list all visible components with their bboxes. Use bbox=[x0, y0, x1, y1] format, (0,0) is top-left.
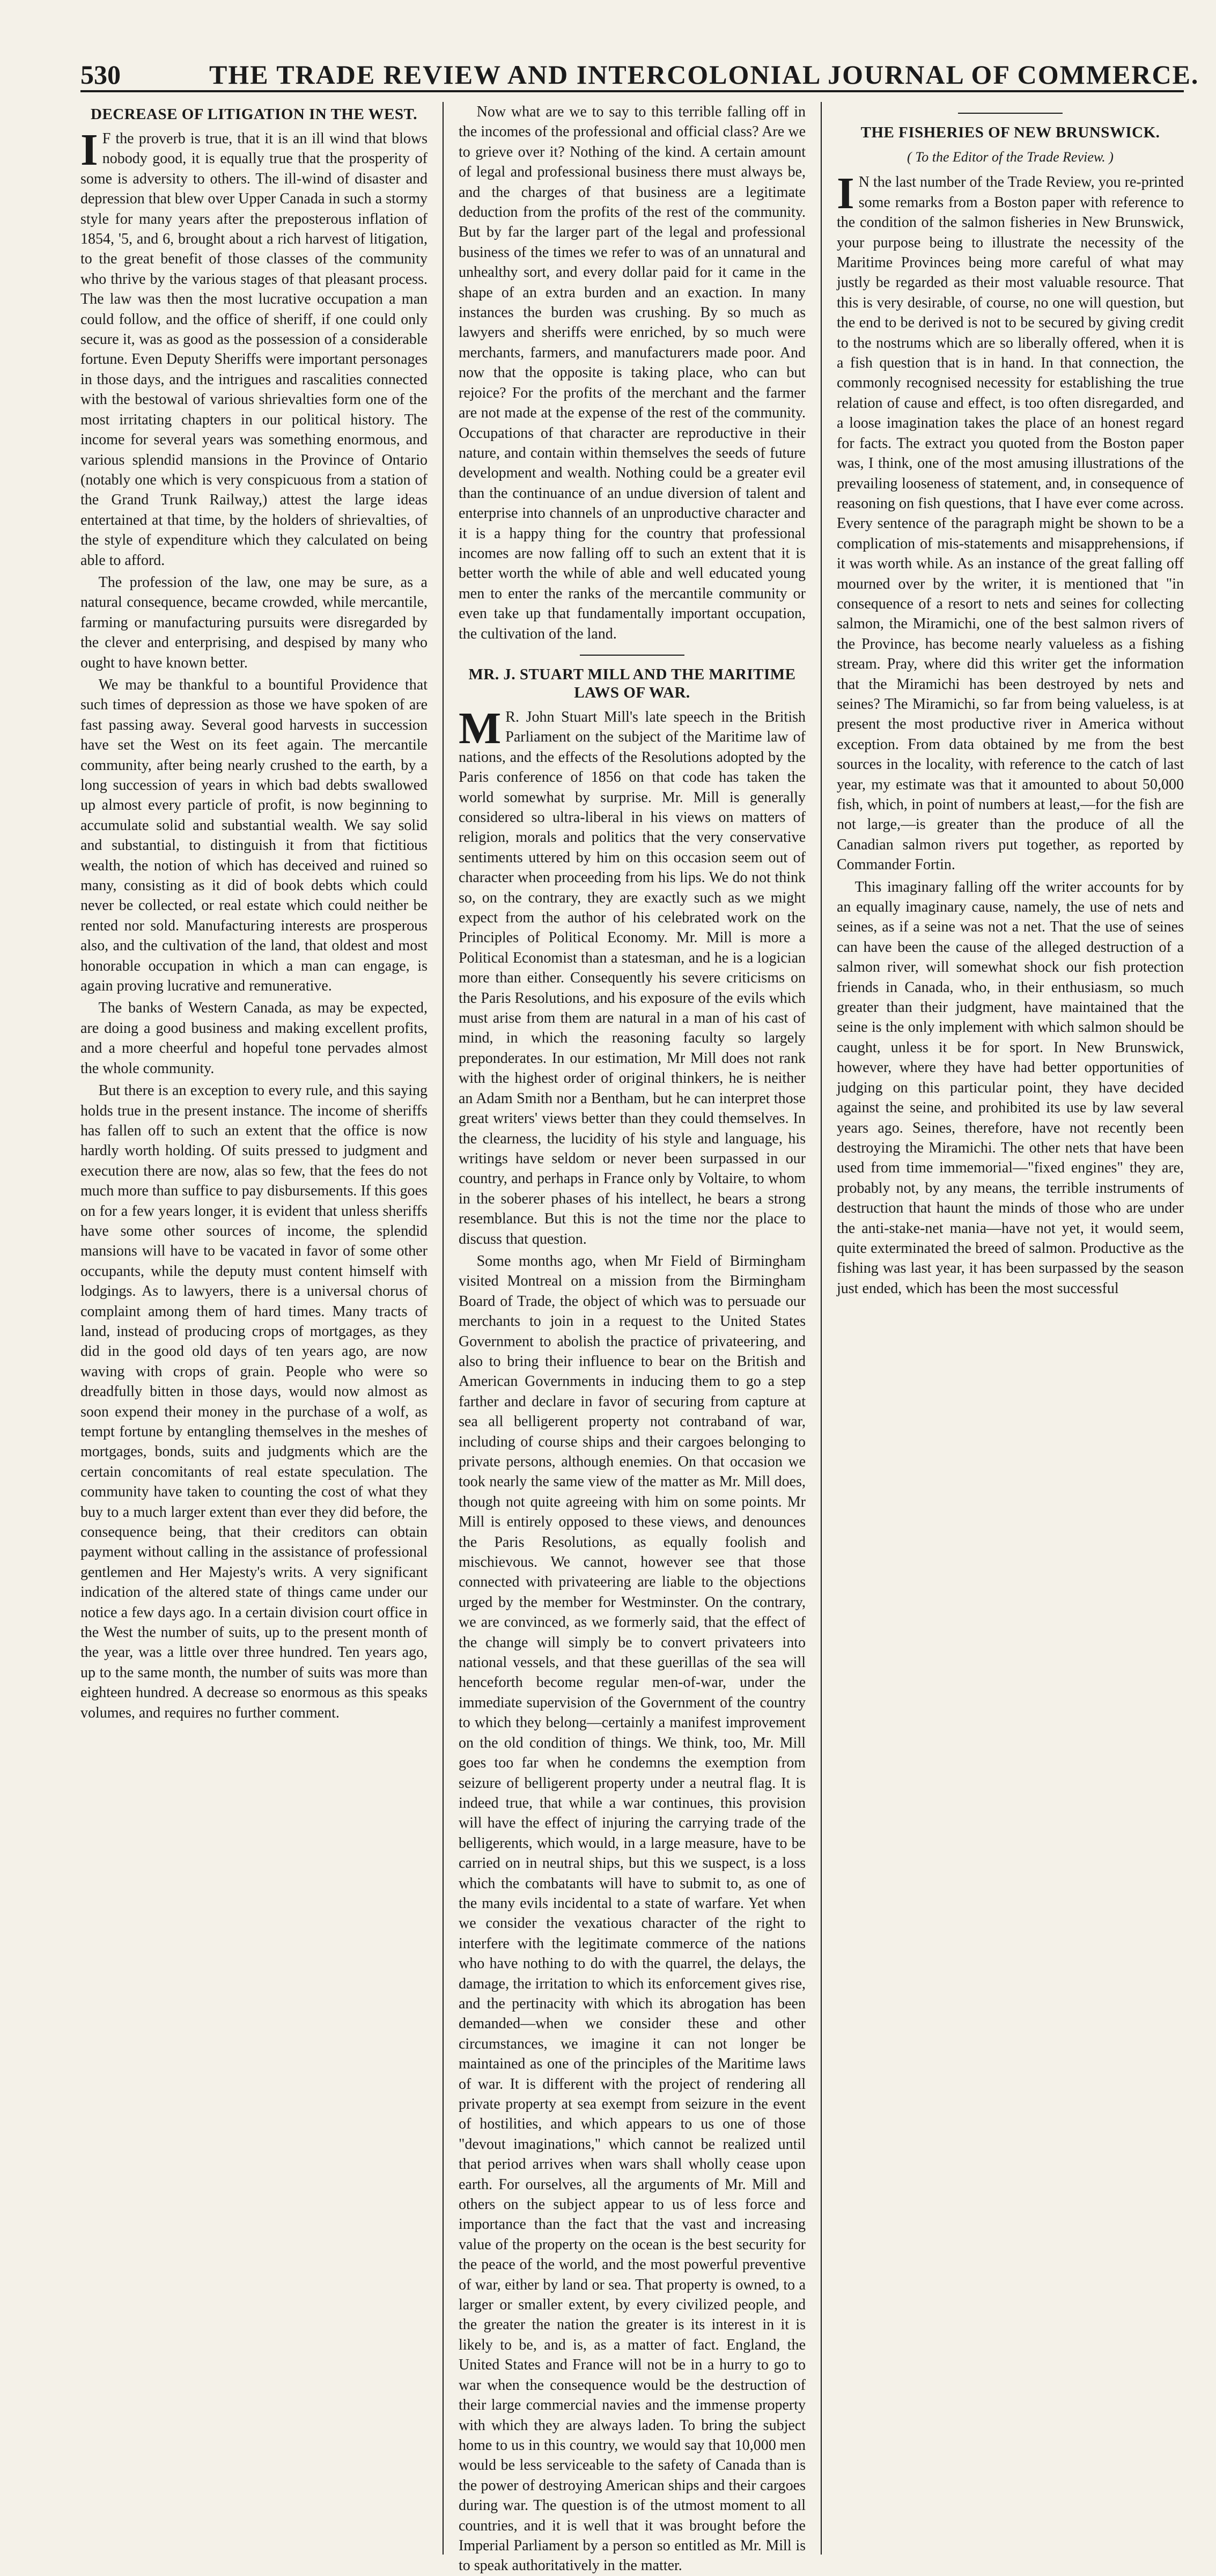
article-paragraph: M R. John Stuart Mill's late speech in the British Parliament on the subject of the Maritime law of nations, and the effects of the Resolutions adopted by the Paris conference of 1856 on that code has taken the world somewhat by surprise. Mr. Mill is generally considered so ultra-liberal in his views on matters of religion, morals and politics that the very conservative sentiments uttered by him on this occasion seem out of character when proceeding from his lips. We do not think so, on the contrary, they are exactly such as we might expect from the author of his celebrated work on the Principles of Political Economy. Mr. Mill is more a Political Economist than a statesman, and he is a logician more than either. Consequently his severe criticisms on the Paris Resolutions, and his exposure of the evils which must arise from them are natural in a man of his cast of mind, in which the reasoning faculty so largely preponderates. In our estimation, Mr Mill does not rank with the highest order of original thinkers, he is neither an Adam Smith nor a Bentham, but he can interpret those great writers' views better than they could themselves. In the clearness, the lucidity of his style and language, his writings have seldom or never been surpassed in our country, and perhaps in France only by Voltaire, to whom in the soberer phases of his intellect, he bears a strong resemblance. But this is not the time nor the place to discuss that question. bbox=[459, 703, 806, 1247]
article-paragraph: I F the proverb is true, that it is an ill wind that blows nobody good, it is equally true that the prosperity of some is adversity to others. The ill-wind of disaster and depression that blew over Upper Canada in such a stormy style for many years after the preposterous inflation of 1854, '5, and 6, brought about a rich harvest of litigation, to the great benefit of those classes of the community who thrive by the various stages of that pleasant process. The law was then the most lucrative occupation a man could follow, and the office of sheriff, if one could only secure it, was as good as the possession of a considerable fortune. Even Deputy Sheriffs were important personages in those days, and the intrigues and rascalities connected with the bestowal of various shrievalties form one of the most irritating chapters in our political history. The income for several years was something enormous, and various splendid mansions in the Province of Ontario (notably one which is very conspicuous from a station of the Grand Trunk Railway,) attest the large ideas entertained at that time, by the holders of shrievalties, of the style of expenditure which they calculated on being able to afford. bbox=[80, 125, 428, 569]
article-paragraph: Some months ago, when Mr Field of Birmingham visited Montreal on a mission from the Birmingham Board of Trade, the object of which was to persuade our merchants to join in a request to the United States Government to abolish the practice of privateering, and also to bring their influence to bear on the British and American Governments in inducing them to go a step farther and declare in favor of securing from capture at sea all belligerent property not contraband of war, including of course ships and their cargoes belonging to private persons, although enemies. On that occasion we took nearly the same view of the matter as Mr. Mill does, though not quite agreeing with him on some points. Mr Mill is entirely opposed to these views, and denounces the Paris Resolutions, as equally foolish and mischievous. We cannot, however see that those connected with privateering are liable to the objections urged by the member for Westminster. On the contrary, we are convinced, as we formerly said, that the effect of the change will simply be to convert privateers into national vessels, and that these guerillas of the sea will henceforth become regular men-of-war, under the immediate supervision of the Government of the country to which they belong—certainly a manifest improvement on the old condition of things. We think, too, Mr. Mill goes too far when he condemns the exemption from seizure of belligerent property under a neutral flag. It is indeed true, that while a war continues, this provision will have the effect of injuring the carrying trade of the belligerents, which would, in a large measure, have to be carried on in neutral ships, but this we suspect, is a loss which the combatants will have to submit to, as one of the many evils incidental to a state of warfare. Yet when we consider the vexatious character of the right to interfere with the legitimate commerce of the nations who have nothing to do with the quarrel, the delays, the damage, the irritation to which its enforcement gives rise, and the pertinacity with which its abrogation has been demanded—when we consider these and other circumstances, we imagine it can not longer be maintained as one of the principles of the Maritime laws of war. It is different with the project of rendering all private property at sea exempt from seizure in the event of hostilities, and which appears to us one of those "devout imaginations," which cannot be realized until that period arrives when wars shall wholly cease upon earth. For ourselves, all the arguments of Mr. Mill and others on the subject appear to us of less force and importance than the fact that the vast and increasing value of the property on the ocean is the best security for the peace of the world, and the most powerful preventive of war, either by land or sea. That property is owned, to a larger or smaller extent, by every civilized people, and the greater the nation the greater is its interest in it is likely to be, and is, as a matter of fact. England, the United States and France will not be in a hurry to go to war when the consequence would be the destruction of their large commercial navies and the immense property with which they are always laden. To bring the subject home to us in this country, we would say that 10,000 men would be less serviceable to the safety of Canada than is the power of destroying American ships and their cargoes during war. The question is of the utmost moment to all countries, and it is well that it was brought before the Imperial Parliament by a person so entitled as Mr. Mill is to speak authoritatively in the matter. bbox=[459, 1252, 806, 2574]
article-separator bbox=[958, 113, 1062, 114]
article-paragraph: The banks of Western Canada, as may be expected, are doing a good business and making excellent profits, and a more cheerful and hopeful tone pervades almost the whole community. bbox=[80, 1000, 428, 1077]
drop-cap: I bbox=[80, 125, 98, 175]
article-heading: MR. J. STUART MILL AND THE MARITIME LAWS OF WAR. bbox=[468, 665, 796, 701]
article-separator bbox=[580, 655, 684, 656]
article-columns bbox=[80, 102, 1184, 2574]
column-1 bbox=[80, 102, 443, 2555]
article-paragraph: This imaginary falling off the writer accounts for by an equally imaginary cause, namely, the use of nets and seines, as if a seine was not a net. That the use of seines can have been the cause of the alleged destruction of a salmon river, will somewhat shock our fish protection friends in Canada, who, in their enthusiasm, so much greater than their judgment, have maintained that the seine is the only implement with which salmon should be caught, unless it be for sport. In New Brunswick, however, where they have had better opportunities of judging on this particular point, they have decided against the seine, and prohibited its use by law several years ago. Seines, therefore, have not recently been destroying the Miramichi. The other nets that have been used from time immemorial—"fixed engines" they are, probably not, by any means, the terrible instruments of destruction that haunt the minds of those who are under the anti-stake-net mania—have not yet, it would seem, quite exterminated the breed of salmon. Productive as the fishing was last year, it has been surpassed by the season just ended, which has been the most successful bbox=[837, 878, 1184, 1297]
page-header bbox=[80, 59, 1199, 92]
column-3 bbox=[822, 102, 1184, 2555]
article-paragraph: We may be thankful to a bountiful Providence that such times of depression as those we have spoken of are fast passing away. Several good harvests in succession have set the West on its feet again. The mercantile community, after being nearly crushed to the earth, by a long succession of years in which bad debts swallowed up almost every particle of profit, is now beginning to accumulate solid and substantial wealth. We say solid and substantial, to distinguish it from that fictitious wealth, the notion of which has deceived and ruined so many, consisting as it did of book debts which could never be collected, or real estate which could neither be rented nor sold. Manufacturing interests are prosperous also, and the cultivation of the land, that oldest and most honorable occupation in which a man can engage, is again proving lucrative and remunerative. bbox=[80, 676, 428, 995]
article-heading: DECREASE OF LITIGATION IN THE WEST. bbox=[91, 106, 417, 123]
page-number: 530 bbox=[80, 60, 121, 90]
column-2 bbox=[444, 102, 821, 2574]
drop-cap: M bbox=[459, 703, 502, 753]
article-subheading: ( To the Editor of the Trade Review. ) bbox=[907, 149, 1114, 165]
journal-title: THE TRADE REVIEW AND INTERCOLONIAL JOURNAL OF COMMERCE. bbox=[209, 60, 1199, 90]
article-paragraph: But there is an exception to every rule, and this saying holds true in the present instance. The income of sheriffs has fallen off to such an extent that the office is now hardly worth holding. Of suits pressed to judgment and execution there are now, alas so few, that the fees do not much more than suffice to pay disbursements. If this goes on for a few years longer, it is evident that unless sheriffs have some other sources of income, the splendid mansions will have to be vacated in favor of some other occupants, while the deputy must content himself with lodgings. As to lawyers, there is a universal chorus of complaint among them of hard times. Many tracts of land, instead of producing crops of mortgages, as they did in the good old days of ten years ago, are now waving with crops of grain. People who were so dreadfully bitten in those days, would now almost as soon expend their money in the purchase of a wolf, as tempt fortune by entangling themselves in the meshes of mortgages, bonds, suits and judgments which are the certain concomitants of real estate speculation. The community have taken to counting the cost of what they buy to a much larger extent than ever they did before, the consequence being, that their creditors can obtain payment without calling in the assistance of professional gentlemen and Her Majesty's writs. A very significant indication of the altered state of things came under our notice a few days ago. In a certain division court office in the West the number of suits, up to the present month of the year, was a little over three hundred. Ten years ago, up to the same month, the number of suits was more than eighteen hundred. A decrease so enormous as this speaks volumes, and requires no further comment. bbox=[80, 1082, 428, 1721]
article-paragraph: The profession of the law, one may be sure, as a natural consequence, became crowded, while mercantile, farming or manufacturing pursuits were disregarded by the clever and enterprising, and despised by many who ought to have known better. bbox=[80, 574, 428, 671]
article-paragraph: Now what are we to say to this terrible falling off in the incomes of the professional and official class? Are we to grieve over it? Nothing of the kind. A certain amount of legal and professional business there must always be, and the charges of that business are a legitimate deduction from the profits of the rest of the community. But by far the larger part of the legal and professional business of the times we refer to was of an unnatural and unhealthy sort, and every dollar paid for it came in the shape of an extra burden and an exaction. In many instances the burden was crushing. By so much as lawyers and sheriffs were enriched, by so much were merchants, farmers, and manufacturers made poor. And now that the opposite is taking place, who can but rejoice? For the profits of the merchant and the farmer are not made at the expense of the rest of the community. Occupations of that character are reproductive in their nature, and contain within themselves the seeds of future development and wealth. Nothing could be a greater evil than the continuance of an undue diversion of talent and enterprise into channels of an unproductive character and it is a happy thing for the country that professional incomes are now falling off to such an extent that it is better worth the while of able and well educated young men to enter the ranks of the mercantile community or even take up that fundamentally important occupation, the cultivation of the land. bbox=[459, 104, 806, 642]
drop-cap: I bbox=[837, 168, 854, 219]
article-paragraph: I N the last number of the Trade Review, you re-printed some remarks from a Boston paper with reference to the condition of the salmon fisheries in New Brunswick, your purpose being to illustrate the necessity of the Maritime Provinces being more careful of what may justly be regarded as their most valuable resource. That this is very desirable, of course, no one will question, but the end to be derived is not to be secured by giving credit to the nostrums which are so liberally offered, when it is a fish question that is in hand. In that connection, the commonly recognised necessity for establishing the true relation of cause and effect, is too often disregarded, and a loose imagination takes the place of an honest regard for facts. The extract you quoted from the Boston paper was, I think, one of the most amusing illustrations of the prevailing looseness of statement, and, in consequence of reasoning on fish questions, that I have ever come across. Every sentence of the paragraph might be shown to be a complication of mis-statements and misapprehensions, if it was worth while. As an instance of the great falling off mourned over by the writer, it is mentioned that "in consequence of a resort to nets and seines for collecting salmon, the Miramichi, one of the best salmon rivers of the Province, has become nearly valueless as a fishing stream. Pray, where did this writer get the information that the Miramichi has been destroyed by nets and seines? The Miramichi, so far from being valueless, is at present the most productive river in America without exception. From data obtained by me from the best sources in the locality, with reference to the catch of last year, my estimate was that it amounted to about 50,000 fish, which, in point of numbers at least,—for the fish are not large,—is greater than the produce of all the Canadian salmon rivers put together, as reported by Commander Fortin. bbox=[837, 168, 1184, 874]
article-heading: THE FISHERIES OF NEW BRUNSWICK. bbox=[860, 124, 1160, 141]
